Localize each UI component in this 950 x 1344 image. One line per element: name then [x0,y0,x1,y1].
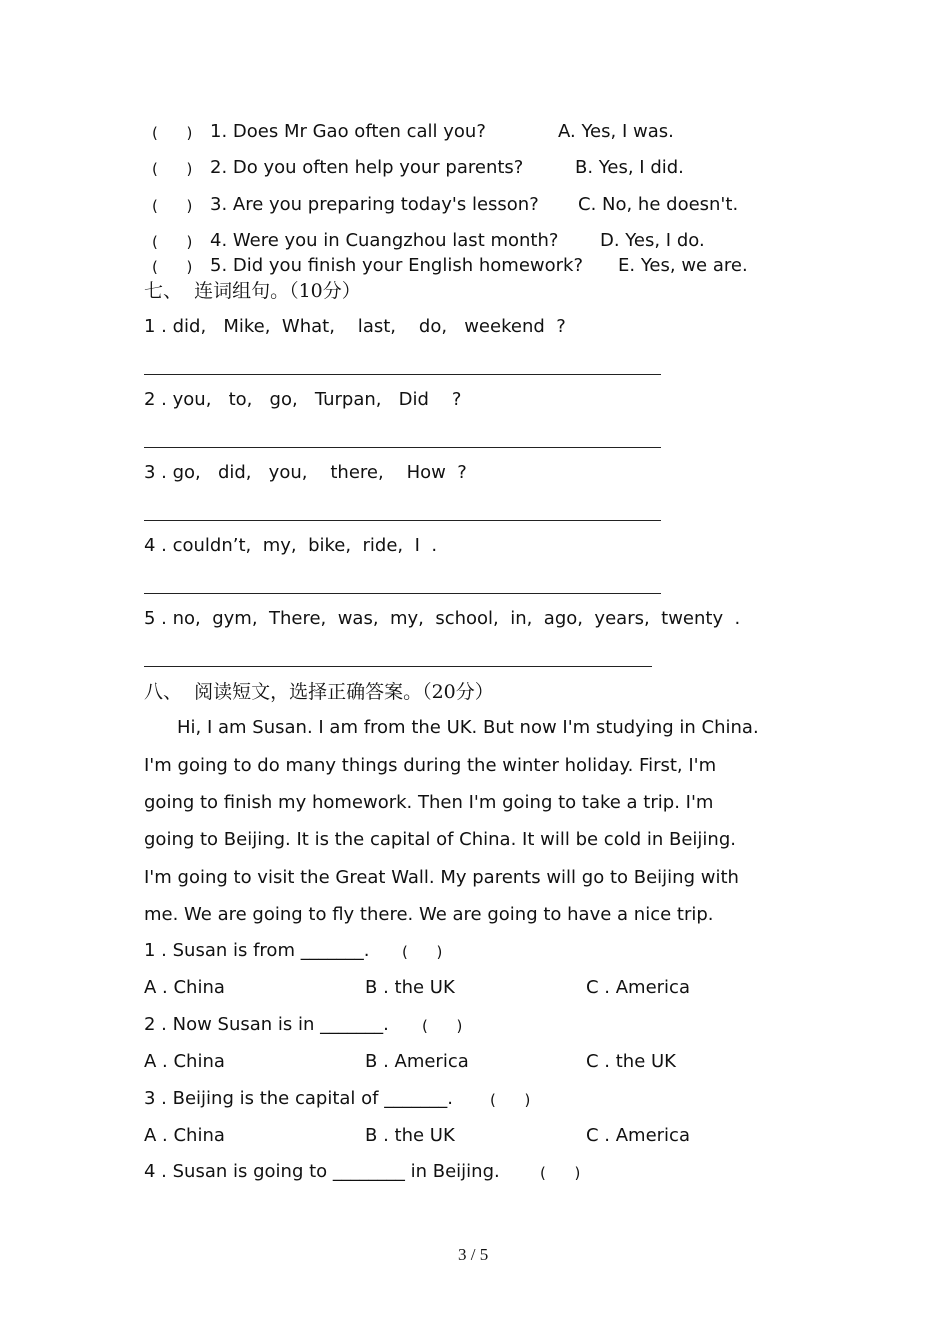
matching-answer: C. No, he doesn't. [578,194,739,215]
option-c: C . America [586,977,690,998]
answer-line[interactable] [144,520,661,521]
word-order-item: 1 . did, Mike, What, last, do, weekend ? [144,316,566,337]
passage-line: going to finish my homework. Then I'm going to take a trip. I'm [144,792,714,813]
option-a: A . China [144,1051,225,1072]
answer-paren[interactable]: ( ) [490,1091,531,1109]
option-c: C . the UK [586,1051,676,1072]
passage-line: going to Beijing. It is the capital of China. It will be cold in Beijing. [144,829,736,850]
reading-question: 4 . Susan is going to ________ in Beijing. [144,1161,500,1182]
option-a: A . China [144,977,225,998]
matching-question: 2. Do you often help your parents? [210,157,524,178]
passage-line: Hi, I am Susan. I am from the UK. But now I'm studying in China. [177,717,759,738]
word-order-item: 3 . go, did, you, there, How ? [144,462,467,483]
reading-question: 2 . Now Susan is in _______. [144,1014,389,1035]
option-b: B . the UK [365,977,455,998]
option-b: B . America [365,1051,469,1072]
passage-line: I'm going to visit the Great Wall. My parents will go to Beijing with [144,867,739,888]
answer-paren[interactable]: ( ) [402,943,443,961]
word-order-item: 4 . couldn’t, my, bike, ride, I . [144,535,438,556]
matching-answer: B. Yes, I did. [575,157,684,178]
word-order-item: 2 . you, to, go, Turpan, Did ? [144,389,462,410]
matching-question: 3. Are you preparing today's lesson? [210,194,539,215]
answer-paren[interactable]: ( ) [422,1017,463,1035]
answer-line[interactable] [144,447,661,448]
matching-question: 4. Were you in Cuangzhou last month? [210,230,559,251]
reading-question: 3 . Beijing is the capital of _______. [144,1088,453,1109]
passage-line: me. We are going to fly there. We are going to have a nice trip. [144,904,714,925]
answer-paren[interactable]: ( ) [152,197,193,215]
matching-question: 1. Does Mr Gao often call you? [210,121,486,142]
answer-paren[interactable]: ( ) [152,124,193,142]
option-c: C . America [586,1125,690,1146]
answer-paren[interactable]: ( ) [152,233,193,251]
option-a: A . China [144,1125,225,1146]
answer-line[interactable] [144,374,661,375]
answer-paren[interactable]: ( ) [152,160,193,178]
matching-question: 5. Did you finish your English homework? [210,255,584,276]
matching-answer: A. Yes, I was. [558,121,674,142]
matching-answer: D. Yes, I do. [600,230,705,251]
reading-question: 1 . Susan is from _______. [144,940,370,961]
option-b: B . the UK [365,1125,455,1146]
section-title: 八、 阅读短文，选择正确答案。（20分） [144,681,494,703]
passage-line: I'm going to do many things during the winter holiday. First, I'm [144,755,717,776]
answer-paren[interactable]: ( ) [152,258,193,276]
answer-paren[interactable]: ( ) [540,1164,581,1182]
answer-line[interactable] [144,593,661,594]
answer-line[interactable] [144,666,652,667]
section-title: 七、 连词组句。（10分） [144,280,361,302]
word-order-item: 5 . no, gym, There, was, my, school, in, ago, years, twenty . [144,608,741,629]
matching-answer: E. Yes, we are. [618,255,748,276]
page-number: 3 / 5 [458,1245,489,1264]
